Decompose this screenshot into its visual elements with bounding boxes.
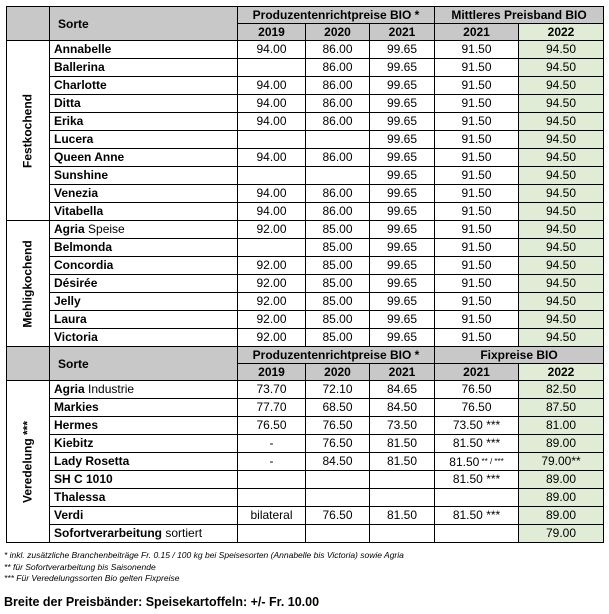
price-cell-2022: 94.50	[519, 257, 604, 275]
fixpreis-cell	[435, 489, 519, 507]
table-row	[7, 329, 604, 347]
price-cell-2022: 94.50	[519, 149, 604, 167]
price-cell: 81.50	[370, 435, 435, 453]
price-cell: 76.50	[306, 507, 370, 525]
sorte-name-cell	[50, 257, 238, 275]
price-cell: 73.70	[238, 381, 306, 399]
price-cell: 86.00	[306, 113, 370, 131]
footnote-3: *** Für Veredelungssorten Bio gelten Fixpreise	[4, 573, 180, 583]
variety-name: Laura	[54, 312, 87, 326]
price-cell	[370, 471, 435, 489]
price-cell-2022: 94.50	[519, 311, 604, 329]
sorte-header: Sorte	[50, 7, 238, 41]
table-header-row	[7, 347, 604, 364]
price-cell: 99.65	[370, 131, 435, 149]
year-header: 2021	[370, 364, 435, 381]
fixpreis-cell-2022: 89.00	[519, 435, 604, 453]
price-cell: 91.50	[435, 41, 519, 59]
fixpreis-cell-2022: 89.00	[519, 471, 604, 489]
variety-suffix: Industrie	[84, 382, 135, 396]
price-cell	[306, 471, 370, 489]
table-row	[7, 471, 604, 489]
produzent-header: Produzentenrichtpreise BIO *	[238, 7, 435, 24]
price-cell	[306, 167, 370, 185]
variety-name: Lucera	[54, 132, 94, 146]
price-cell: 99.65	[370, 257, 435, 275]
price-cell: 84.65	[370, 381, 435, 399]
group-label: Veredelung ***	[20, 420, 35, 503]
price-cell: 99.65	[370, 329, 435, 347]
preisband-header: Mittleres Preisband BIO	[435, 7, 604, 24]
price-cell: 85.00	[306, 257, 370, 275]
price-cell: 91.50	[435, 113, 519, 131]
fixpreis-value: 76.50	[461, 400, 492, 414]
variety-name: Jelly	[54, 294, 81, 308]
sorte-name-cell	[50, 417, 238, 435]
price-cell-2022: 94.50	[519, 221, 604, 239]
variety-suffix: sortiert	[162, 526, 203, 540]
price-cell-2022: 94.50	[519, 329, 604, 347]
price-cell: 85.00	[306, 221, 370, 239]
price-cell-2022: 94.50	[519, 131, 604, 149]
group-label-cell	[7, 381, 50, 543]
variety-name: Concordia	[54, 258, 114, 272]
variety-name: Lady Rosetta	[54, 454, 130, 468]
price-cell	[370, 525, 435, 543]
price-cell: 91.50	[435, 221, 519, 239]
table-row	[7, 489, 604, 507]
price-cell: 73.50	[370, 417, 435, 435]
price-cell-2022: 94.50	[519, 77, 604, 95]
sorte-name-cell	[50, 275, 238, 293]
table-row	[7, 95, 604, 113]
price-cell-2022: 94.50	[519, 41, 604, 59]
price-cell: -	[238, 453, 306, 471]
price-cell: 92.00	[238, 329, 306, 347]
price-cell	[238, 525, 306, 543]
price-cell: 76.50	[238, 417, 306, 435]
variety-name: Hermes	[54, 418, 99, 432]
price-cell-2022: 94.50	[519, 59, 604, 77]
price-cell: bilateral	[238, 507, 306, 525]
price-cell: 68.50	[306, 399, 370, 417]
fixpreis-cell-2022: 82.50	[519, 381, 604, 399]
price-cell: 86.00	[306, 41, 370, 59]
fixpreis-value: 81.50	[452, 508, 483, 522]
fixpreis-cell	[435, 453, 519, 471]
variety-name: Désirée	[54, 276, 98, 290]
price-cell	[238, 131, 306, 149]
price-cell	[238, 471, 306, 489]
group-label-cell	[7, 221, 50, 347]
year-header: 2022	[519, 24, 604, 41]
variety-name: Venezia	[54, 186, 99, 200]
sorte-name-cell	[50, 435, 238, 453]
sorte-name-cell	[50, 311, 238, 329]
price-cell: 85.00	[306, 293, 370, 311]
sorte-name-cell	[50, 203, 238, 221]
fixpreis-cell	[435, 399, 519, 417]
variety-name: Erika	[54, 114, 84, 128]
price-cell-2022: 94.50	[519, 167, 604, 185]
fixpreis-mark: ***	[482, 472, 501, 486]
price-cell: 99.65	[370, 59, 435, 77]
table-row	[7, 59, 604, 77]
fixpreis-value: 76.50	[461, 382, 492, 396]
price-cell: 81.50	[370, 453, 435, 471]
price-table	[6, 6, 604, 543]
price-cell: 99.65	[370, 275, 435, 293]
price-cell: 91.50	[435, 293, 519, 311]
variety-name: Victoria	[54, 330, 98, 344]
table-row	[7, 113, 604, 131]
table-row	[7, 399, 604, 417]
price-cell: 99.65	[370, 221, 435, 239]
fixpreis-cell-2022: 79.00**	[519, 453, 604, 471]
variety-name: Vitabella	[54, 204, 104, 218]
sorte-name-cell	[50, 131, 238, 149]
footnote-2: ** für Sofortverarbeitung bis Saisonende	[4, 561, 156, 572]
table-row	[7, 41, 604, 59]
price-cell: 99.65	[370, 185, 435, 203]
price-cell: 72.10	[306, 381, 370, 399]
footnote-1: * inkl. zusätzliche Branchenbeiträge Fr. 0.15 / 100 kg bei Speisesorten (Annabelle bis Victoria) sowie Agria	[4, 550, 404, 560]
price-cell: 91.50	[435, 329, 519, 347]
price-cell: 94.00	[238, 185, 306, 203]
sorte-name-cell	[50, 167, 238, 185]
variety-name: Charlotte	[54, 78, 107, 92]
fixpreis-cell-2022: 89.00	[519, 507, 604, 525]
price-cell: 91.50	[435, 131, 519, 149]
price-cell: 91.50	[435, 95, 519, 113]
price-cell-2022: 94.50	[519, 203, 604, 221]
fixpreis-value: 81.50	[452, 436, 483, 450]
price-cell: 99.65	[370, 311, 435, 329]
price-cell: 99.65	[370, 113, 435, 131]
price-cell: 94.00	[238, 95, 306, 113]
header-blank-cell	[7, 347, 50, 381]
price-cell: 85.00	[306, 311, 370, 329]
variety-name: Thalessa	[54, 490, 106, 504]
price-cell: 85.00	[306, 239, 370, 257]
fixpreis-cell	[435, 417, 519, 435]
price-cell-2022: 94.50	[519, 113, 604, 131]
variety-name: Agria	[54, 382, 85, 396]
fixpreise-header: Fixpreise BIO	[435, 347, 604, 364]
price-cell: 91.50	[435, 59, 519, 77]
table-row	[7, 257, 604, 275]
sorte-name-cell	[50, 329, 238, 347]
variety-name: Ditta	[54, 96, 81, 110]
price-cell: 99.65	[370, 77, 435, 95]
price-cell: 86.00	[306, 77, 370, 95]
table-row	[7, 417, 604, 435]
price-cell: 91.50	[435, 275, 519, 293]
fixpreis-mark: ***	[482, 418, 501, 432]
price-cell: 84.50	[306, 453, 370, 471]
sorte-name-cell	[50, 525, 238, 543]
variety-suffix: Speise	[84, 222, 125, 236]
variety-name: Belmonda	[54, 240, 113, 254]
sorte-header: Sorte	[50, 347, 238, 381]
price-cell: 86.00	[306, 203, 370, 221]
fixpreis-cell	[435, 435, 519, 453]
price-cell: 94.00	[238, 113, 306, 131]
price-cell: 94.00	[238, 203, 306, 221]
fixpreis-cell	[435, 381, 519, 399]
price-cell	[238, 59, 306, 77]
price-cell: 94.00	[238, 41, 306, 59]
variety-name: Annabelle	[54, 42, 112, 56]
group-label: Festkochend	[20, 93, 35, 168]
variety-name: Sunshine	[54, 168, 109, 182]
price-cell: 85.00	[306, 275, 370, 293]
price-cell: 91.50	[435, 185, 519, 203]
price-cell: 86.00	[306, 95, 370, 113]
price-cell-2022: 94.50	[519, 275, 604, 293]
price-cell: 92.00	[238, 221, 306, 239]
sorte-name-cell	[50, 59, 238, 77]
price-cell	[238, 489, 306, 507]
produzent-header: Produzentenrichtpreise BIO *	[238, 347, 435, 364]
price-cell	[370, 489, 435, 507]
price-cell	[306, 489, 370, 507]
price-cell-2022: 94.50	[519, 239, 604, 257]
fixpreis-mark: ** / ***	[479, 456, 504, 466]
year-header: 2020	[306, 364, 370, 381]
price-cell: 92.00	[238, 293, 306, 311]
table-header-row	[7, 7, 604, 24]
price-cell: 99.65	[370, 149, 435, 167]
sorte-name-cell	[50, 221, 238, 239]
price-cell	[238, 239, 306, 257]
sorte-name-cell	[50, 471, 238, 489]
price-cell	[306, 131, 370, 149]
price-cell-2022: 94.50	[519, 293, 604, 311]
price-cell: 91.50	[435, 149, 519, 167]
sorte-name-cell	[50, 489, 238, 507]
price-cell: 86.00	[306, 149, 370, 167]
price-cell: 92.00	[238, 275, 306, 293]
table-row	[7, 185, 604, 203]
fixpreis-mark: ***	[482, 508, 501, 522]
table-row	[7, 167, 604, 185]
sorte-name-cell	[50, 95, 238, 113]
price-cell-2022: 94.50	[519, 185, 604, 203]
table-row	[7, 203, 604, 221]
fixpreis-value: 81.50	[449, 454, 480, 469]
variety-name: Sofortverarbeitung	[54, 526, 163, 540]
price-cell: 99.65	[370, 239, 435, 257]
fixpreis-mark: ***	[482, 436, 501, 450]
price-cell: 91.50	[435, 77, 519, 95]
price-cell: 99.65	[370, 167, 435, 185]
fixpreis-value: 81.50	[452, 472, 483, 486]
price-cell: 91.50	[435, 203, 519, 221]
price-cell: 94.00	[238, 149, 306, 167]
price-cell: 92.00	[238, 257, 306, 275]
sorte-name-cell	[50, 381, 238, 399]
price-cell: 77.70	[238, 399, 306, 417]
sorte-name-cell	[50, 239, 238, 257]
table-row	[7, 525, 604, 543]
price-cell: 84.50	[370, 399, 435, 417]
header-blank-cell	[7, 7, 50, 41]
variety-name: Kiebitz	[54, 436, 94, 450]
sorte-name-cell	[50, 453, 238, 471]
price-band-summary: Breite der Preisbänder: Speisekartoffeln: +/- Fr. 10.00	[4, 595, 320, 609]
year-header: 2022	[519, 364, 604, 381]
variety-name: Agria	[54, 222, 85, 236]
price-cell: 86.00	[306, 59, 370, 77]
price-cell-2022: 94.50	[519, 95, 604, 113]
fixpreis-cell-2022: 79.00	[519, 525, 604, 543]
group-label: Mehligkochend	[20, 239, 35, 328]
table-row	[7, 435, 604, 453]
price-cell: 76.50	[306, 417, 370, 435]
table-row	[7, 131, 604, 149]
fixpreis-cell	[435, 507, 519, 525]
table-row	[7, 453, 604, 471]
variety-name: Markies	[54, 400, 99, 414]
year-header: 2019	[238, 24, 306, 41]
price-cell: -	[238, 435, 306, 453]
price-cell: 91.50	[435, 239, 519, 257]
table-row	[7, 77, 604, 95]
sorte-name-cell	[50, 41, 238, 59]
table-row	[7, 311, 604, 329]
variety-name: SH C 1010	[54, 472, 113, 486]
sorte-name-cell	[50, 149, 238, 167]
footnotes	[4, 550, 604, 585]
year-header: 2021	[370, 24, 435, 41]
table-row	[7, 381, 604, 399]
fixpreis-cell-2022: 89.00	[519, 489, 604, 507]
price-cell: 99.65	[370, 203, 435, 221]
price-cell: 76.50	[306, 435, 370, 453]
price-cell: 99.65	[370, 41, 435, 59]
year-header: 2021	[435, 364, 519, 381]
variety-name: Verdi	[54, 508, 84, 522]
sorte-name-cell	[50, 293, 238, 311]
table-row	[7, 221, 604, 239]
variety-name: Queen Anne	[54, 150, 125, 164]
price-cell: 91.50	[435, 167, 519, 185]
fixpreis-cell-2022: 87.50	[519, 399, 604, 417]
price-cell: 91.50	[435, 311, 519, 329]
group-label-cell	[7, 41, 50, 221]
fixpreis-cell	[435, 471, 519, 489]
fixpreis-cell	[435, 525, 519, 543]
table-row	[7, 507, 604, 525]
fixpreis-cell-2022: 81.00	[519, 417, 604, 435]
sorte-name-cell	[50, 77, 238, 95]
price-cell: 99.65	[370, 293, 435, 311]
price-cell: 86.00	[306, 185, 370, 203]
variety-name: Ballerina	[54, 60, 105, 74]
fixpreis-value: 73.50	[452, 418, 483, 432]
sorte-name-cell	[50, 507, 238, 525]
sorte-name-cell	[50, 185, 238, 203]
price-cell: 94.00	[238, 77, 306, 95]
table-row	[7, 275, 604, 293]
year-header: 2021	[435, 24, 519, 41]
price-cell	[306, 525, 370, 543]
price-cell: 85.00	[306, 329, 370, 347]
table-row	[7, 239, 604, 257]
table-row	[7, 149, 604, 167]
price-cell	[238, 167, 306, 185]
price-cell: 91.50	[435, 257, 519, 275]
price-cell: 92.00	[238, 311, 306, 329]
year-header: 2019	[238, 364, 306, 381]
year-header: 2020	[306, 24, 370, 41]
price-cell: 99.65	[370, 95, 435, 113]
table-row	[7, 293, 604, 311]
price-cell: 81.50	[370, 507, 435, 525]
sorte-name-cell	[50, 399, 238, 417]
sorte-name-cell	[50, 113, 238, 131]
